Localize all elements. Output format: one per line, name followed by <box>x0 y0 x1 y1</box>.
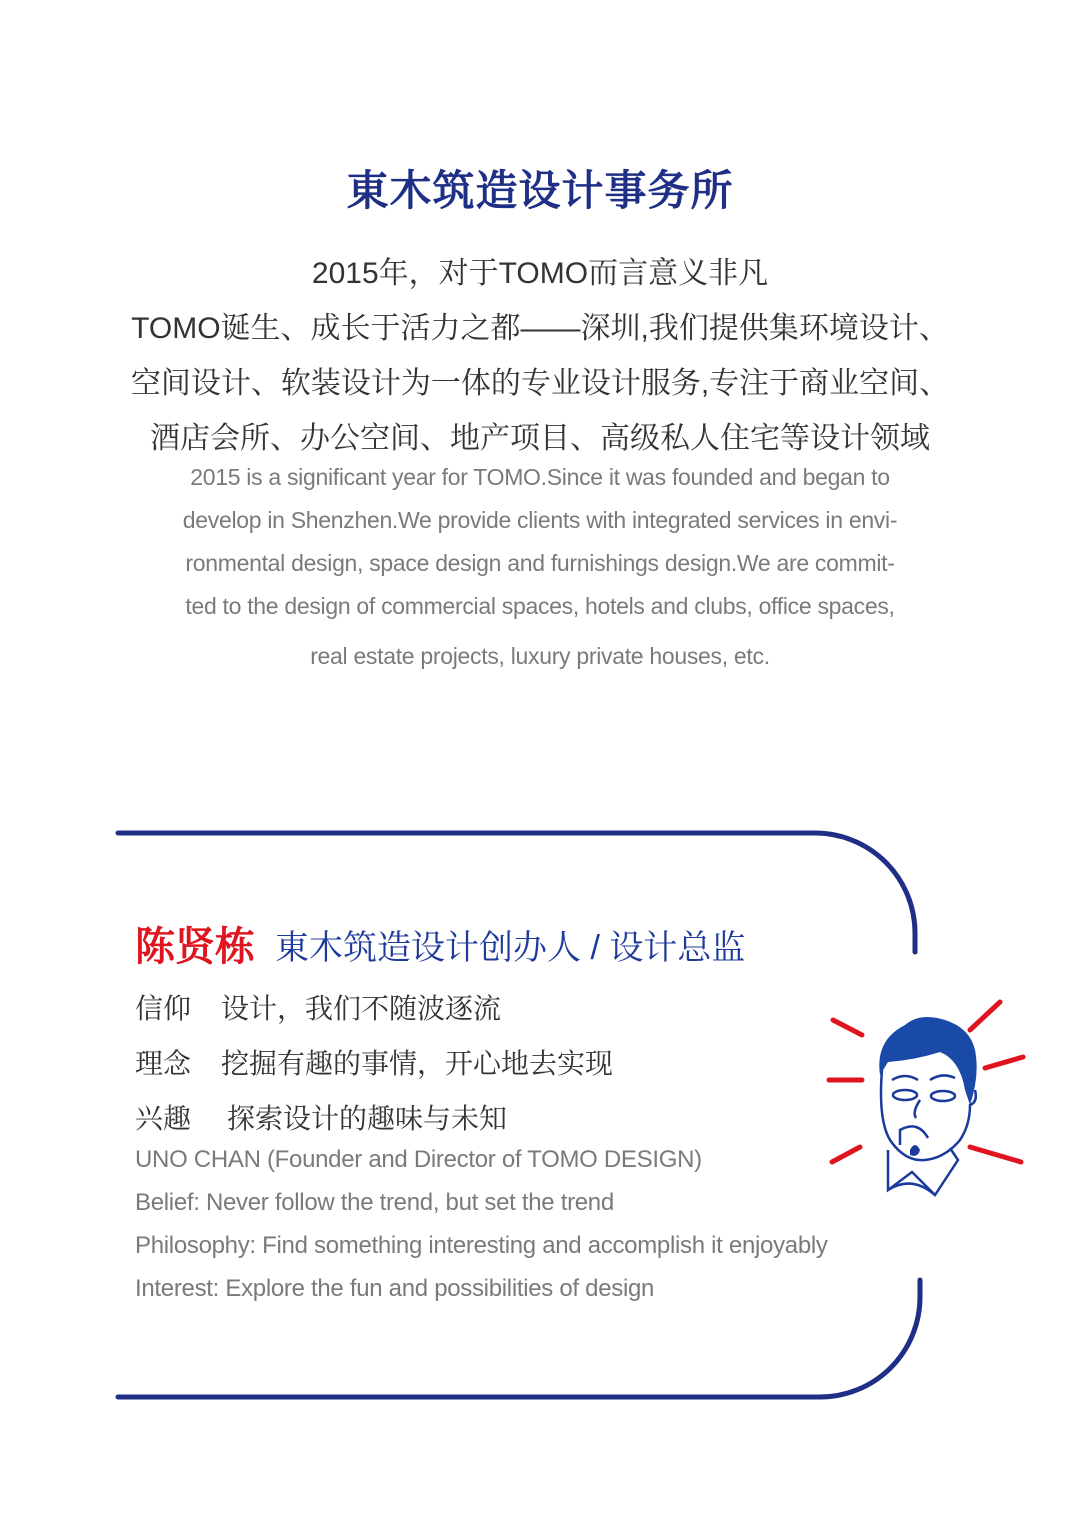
profile-role: 東木筑造设计创办人 / 设计总监 <box>275 929 746 967</box>
intro-en-line: develop in Shenzhen.We provide clients with integrated services in envi- <box>182 507 898 533</box>
profile-interest-zh <box>135 1097 507 1137</box>
item-text: 探索设计的趣味与未知 <box>227 1103 508 1134</box>
item-text: 挖掘有趣的事情，开心地去实现 <box>221 1048 614 1079</box>
goatee <box>910 1145 920 1156</box>
profile-en-line: Belief: Never follow the trend, but set the trend <box>135 1189 614 1216</box>
profile-en-line: Interest: Explore the fun and possibilities of design <box>135 1275 655 1302</box>
intro-en-line: real estate projects, luxury private houses, etc. <box>310 643 770 669</box>
intro-zh-line: 酒店会所、办公空间、地产项目、高级私人住宅等设计领域 <box>150 422 930 455</box>
founder-portrait-illustration <box>820 990 1040 1210</box>
item-text: 设计，我们不随波逐流 <box>221 993 502 1024</box>
profile-en-line: UNO CHAN (Founder and Director of TOMO DESIGN) <box>135 1146 702 1173</box>
intro-zh-line: TOMO诞生、成长于活力之都——深圳,我们提供集环境设计、 <box>131 312 949 345</box>
face-outline <box>881 1070 976 1195</box>
intro-en-line: 2015 is a significant year for TOMO.Since it was founded and began to <box>190 464 890 490</box>
profile-en-line: Philosophy: Find something interesting and accomplish it enjoyably <box>135 1232 828 1259</box>
item-label: 兴趣 <box>135 1103 192 1134</box>
item-label: 信仰 <box>135 993 192 1024</box>
intro-en-line: ted to the design of commercial spaces, hotels and clubs, office spaces, <box>185 593 895 619</box>
profile-name: 陈贤栋 <box>135 925 255 969</box>
page-title: 東木筑造设计事务所 <box>346 167 734 214</box>
intro-zh-line: 空间设计、软装设计为一体的专业设计服务,专注于商业空间、 <box>130 367 950 400</box>
item-label: 理念 <box>135 1048 192 1079</box>
profile-philosophy-zh <box>135 1042 613 1082</box>
intro-en-line: ronmental design, space design and furnishings design.We are commit- <box>185 550 895 576</box>
profile-belief-zh <box>135 987 501 1027</box>
intro-zh-line: 2015年，对于TOMO而言意义非凡 <box>311 257 769 290</box>
